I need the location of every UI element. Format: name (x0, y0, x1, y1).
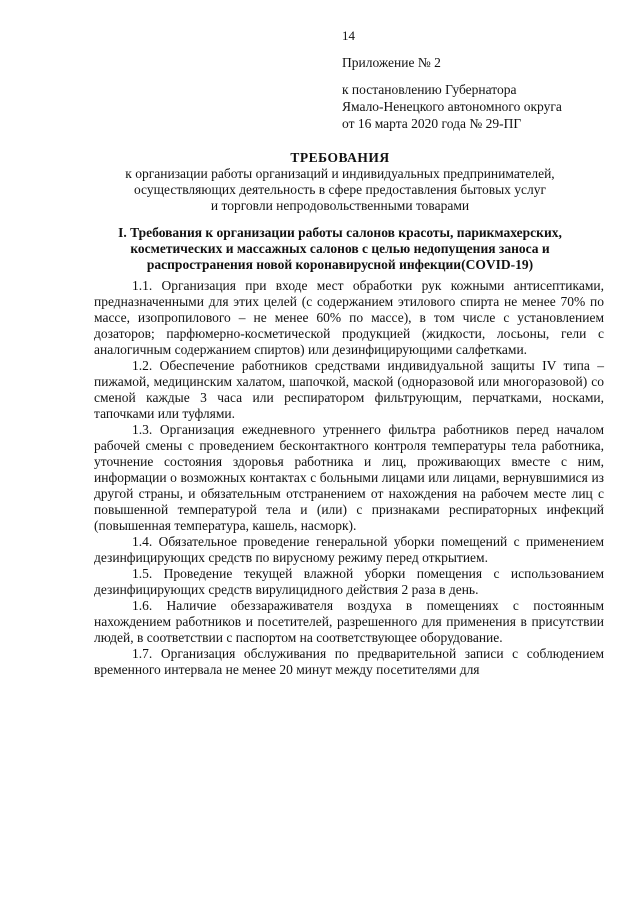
appendix-gap (342, 71, 562, 81)
paragraph-1-5: 1.5. Проведение текущей влажной уборки помещения с использованием дезинфицирующих средств вирулицидного действия 2 раза в день. (94, 566, 604, 597)
section-body (94, 278, 604, 678)
appendix-line-1: к постановлению Губернатора (342, 82, 517, 97)
paragraph-1-6: 1.6. Наличие обеззараживателя воздуха в помещениях с постоянным нахождением работников и посетителей, разрешенного для применения в присутствии людей, в соответствии с паспортом на соответствующее оборудование. (94, 598, 604, 645)
page-number: 14 (342, 28, 355, 43)
section-heading-line-2: косметических и массажных салонов с целью недопущения заноса и (130, 241, 550, 256)
section-heading (60, 225, 620, 273)
section-heading-line-1: I. Требования к организации работы салонов красоты, парикмахерских, (118, 225, 562, 240)
appendix-label: Приложение № 2 (342, 55, 441, 70)
document-subtitle-line-1: к организации работы организаций и индивидуальных предпринимателей, (125, 166, 555, 181)
appendix-line-2: Ямало-Ненецкого автономного округа (342, 99, 562, 114)
appendix-line-3: от 16 марта 2020 года № 29-ПГ (342, 116, 522, 131)
paragraph-1-1: 1.1. Организация при входе мест обработки рук кожными антисептиками, предназначенными для этих целей (с содержанием этилового спирта не менее 70% по массе, изопропилового – не менее 60% по массе), в том числе с установлением дозаторов; парфюмерно-косметической продукцией (жидкости, лосьоны, гели с аналогичным содержанием спиртов) или дезинфицирующими салфетками. (94, 278, 604, 357)
document-title-block (60, 150, 620, 214)
document-title: ТРЕБОВАНИЯ (290, 150, 390, 165)
paragraph-1-7: 1.7. Организация обслуживания по предварительной записи с соблюдением временного интервала не менее 20 минут между посетителями для (94, 646, 604, 677)
section-heading-line-3: распространения новой коронавирусной инфекции(COVID-19) (146, 257, 534, 272)
document-subtitle-line-3: и торговли непродовольственными товарами (210, 198, 470, 213)
paragraph-1-3: 1.3. Организация ежедневного утреннего фильтра работников перед началом рабочей смены с проведением бесконтактного контроля температуры тела работника, уточнение состояния здоровья работника и лиц, проживающих вместе с ним, информации о возможных контактах с больными лицами или лицами, вернувшимися из другой страны, и обязательным отстранением от нахождения на рабочем месте лиц с повышенной температурой тела и (или) с признаками респираторных инфекций (повышенная температура, кашель, насморк). (94, 422, 604, 533)
appendix-block (342, 54, 562, 132)
paragraph-1-2: 1.2. Обеспечение работников средствами индивидуальной защиты IV типа – пижамой, медицинским халатом, шапочкой, маской (одноразовой или многоразовой) со сменой каждые 3 часа или респиратором фильтрующим, перчатками, носками, тапочками или туфлями. (94, 358, 604, 421)
paragraph-1-4: 1.4. Обязательное проведение генеральной уборки помещений с применением дезинфицирующих средств по вирусному режиму перед открытием. (94, 534, 604, 565)
document-subtitle-line-2: осуществляющих деятельность в сфере предоставления бытовых услуг (133, 182, 547, 197)
